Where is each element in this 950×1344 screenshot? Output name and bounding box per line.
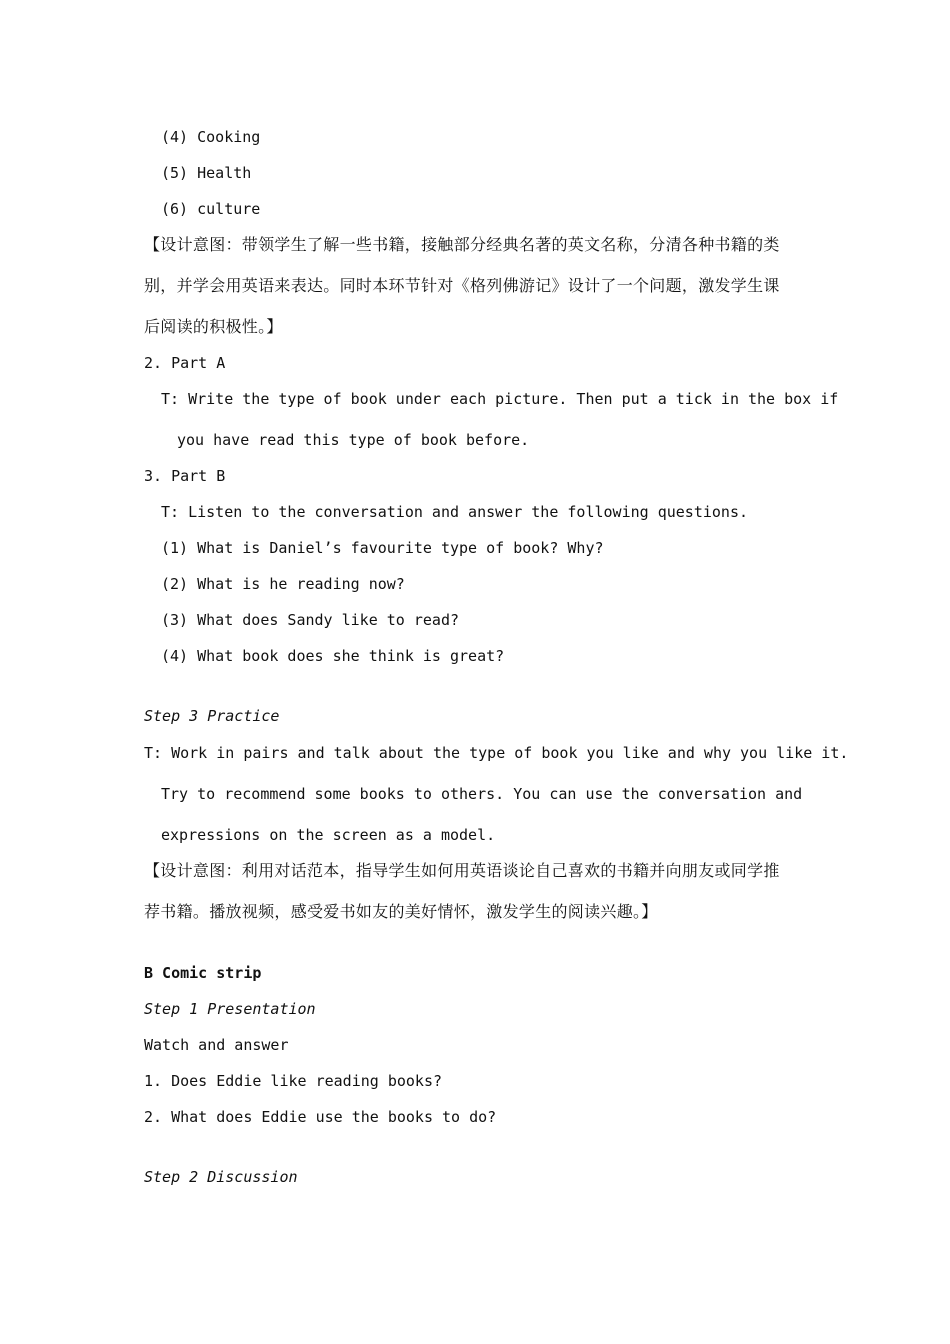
section-b-step-2-title: Step 2 Discussion	[144, 1168, 298, 1186]
part-a-instruction-line-1: T: Write the type of book under each picture. Then put a tick in the box if	[161, 390, 839, 408]
design-intent-note-1-line-2: 别，并学会用英语来表达。同时本环节针对《格列佛游记》设计了一个问题，激发学生课	[144, 276, 780, 295]
section-b-heading: B Comic strip	[144, 964, 262, 982]
design-intent-note-2-line-2: 荐书籍。播放视频，感受爱书如友的美好情怀，激发学生的阅读兴趣。】	[144, 902, 658, 921]
part-a-instruction-line-2: you have read this type of book before.	[177, 431, 530, 449]
part-b-question-2: (2) What is he reading now?	[161, 575, 405, 593]
list-item-culture: (6) culture	[161, 200, 261, 218]
design-intent-note-2-line-1: 【设计意图：利用对话范本，指导学生如何用英语谈论自己喜欢的书籍并向朋友或同学推	[144, 861, 780, 880]
part-b-question-4: (4) What book does she think is great?	[161, 647, 505, 665]
step-3-title: Step 3 Practice	[144, 707, 280, 725]
part-a-heading: 2. Part A	[144, 354, 226, 372]
section-b-question-2: 2. What does Eddie use the books to do?	[144, 1108, 497, 1126]
watch-and-answer-label: Watch and answer	[144, 1036, 289, 1054]
part-b-question-1: (1) What is Daniel’s favourite type of book? Why?	[161, 539, 604, 557]
step-3-instruction-line-2: Try to recommend some books to others. You can use the conversation and	[161, 785, 803, 803]
design-intent-note-1-line-3: 后阅读的积极性。】	[144, 317, 283, 336]
part-b-heading: 3. Part B	[144, 467, 226, 485]
part-b-intro: T: Listen to the conversation and answer the following questions.	[161, 503, 748, 521]
list-item-cooking: (4) Cooking	[161, 128, 261, 146]
design-intent-note-1-line-1: 【设计意图：带领学生了解一些书籍，接触部分经典名著的英文名称，分清各种书籍的类	[144, 235, 780, 254]
section-b-step-1-title: Step 1 Presentation	[144, 1000, 316, 1018]
list-item-health: (5) Health	[161, 164, 252, 182]
step-3-instruction-line-3: expressions on the screen as a model.	[161, 826, 496, 844]
step-3-instruction-line-1: T: Work in pairs and talk about the type of book you like and why you like it.	[144, 744, 849, 762]
part-b-question-3: (3) What does Sandy like to read?	[161, 611, 460, 629]
section-b-question-1: 1. Does Eddie like reading books?	[144, 1072, 443, 1090]
